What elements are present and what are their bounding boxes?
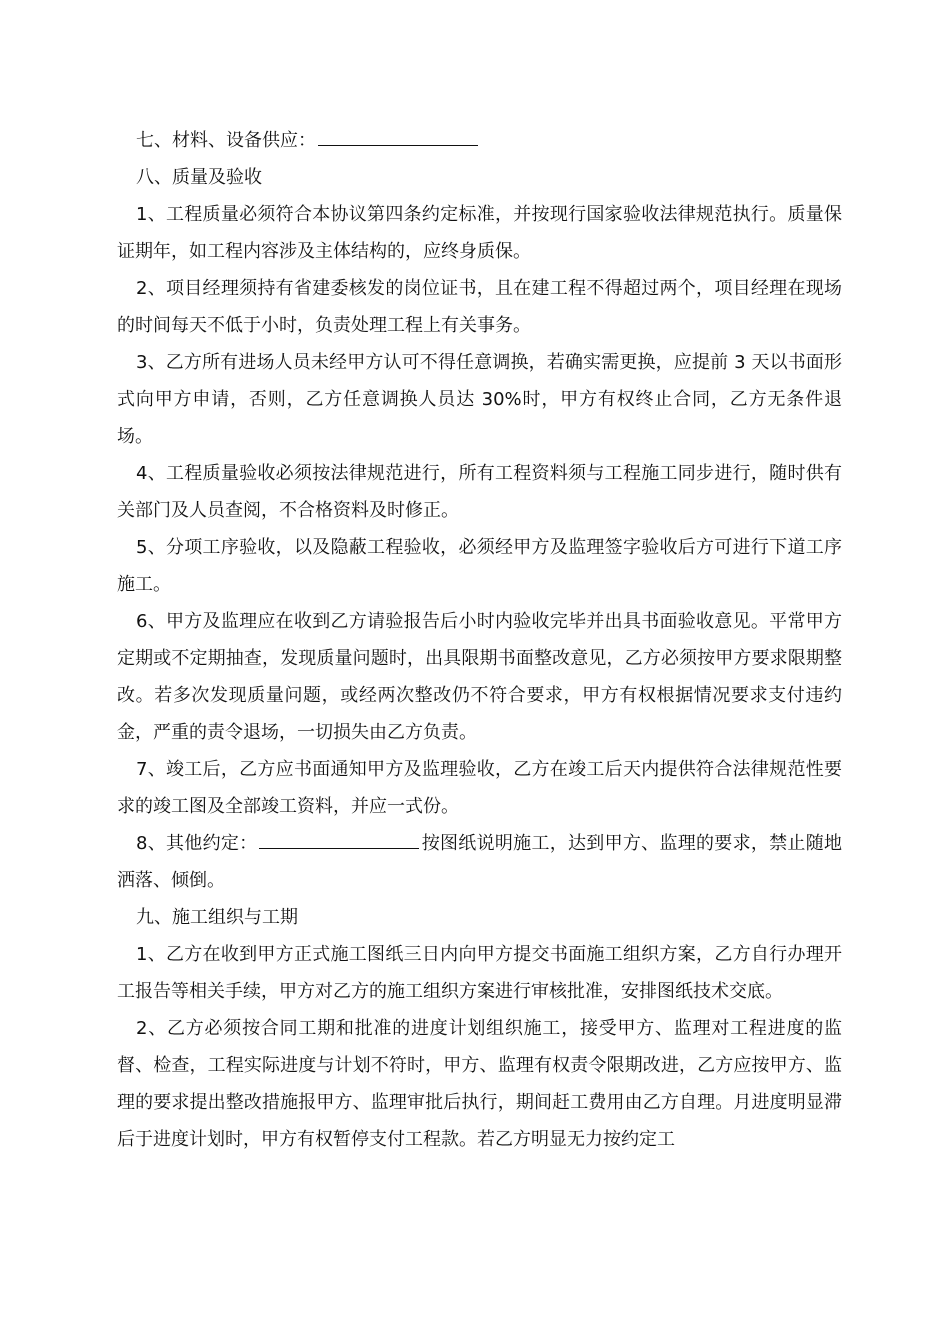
section-8-item-6: 6、甲方及监理应在收到乙方请验报告后小时内验收完毕并出具书面验收意见。平常甲方定期或不定期抽查，发现质量问题时，出具限期书面整改意见，乙方必须按甲方要求限期整改。若多次发现质量问题，或经两次整改仍不符合要求，甲方有权根据情况要求支付违约金，严重的责令退场，一切损失由乙方负责。: [117, 611, 842, 743]
section-8-item-5: 5、分项工序验收，以及隐蔽工程验收，必须经甲方及监理签字验收后方可进行下道工序施工。: [117, 537, 842, 595]
section-9-heading: 九、施工组织与工期: [136, 907, 298, 928]
section-8-item-1: 1、工程质量必须符合本协议第四条约定标准，并按现行国家验收法律规范执行。质量保证期年，如工程内容涉及主体结构的，应终身质保。: [117, 204, 842, 262]
section-7-line: [117, 122, 842, 159]
section-9-item-2: 2、乙方必须按合同工期和批准的进度计划组织施工，接受甲方、监理对工程进度的监督、检查，工程实际进度与计划不符时，甲方、监理有权责令限期改进，乙方应按甲方、监理的要求提出整改措施报甲方、监理审批后执行，期间赶工费用由乙方自理。月进度明显滞后于进度计划时，甲方有权暂停支付工程款。若乙方明显无力按约定工: [117, 1018, 842, 1150]
section-8-item-7: 7、竣工后，乙方应书面通知甲方及监理验收，乙方在竣工后天内提供符合法律规范性要求的竣工图及全部竣工资料，并应一式份。: [117, 759, 842, 817]
section-8-item-2: 2、项目经理须持有省建委核发的岗位证书，且在建工程不得超过两个，项目经理在现场的时间每天不低于小时，负责处理工程上有关事务。: [117, 278, 842, 336]
section-7-label: 七、材料、设备供应：: [136, 130, 316, 151]
item-8-suffix: 按图纸说明施工，达到甲方、监理的要求，禁止随地洒落、倾倒。: [117, 833, 843, 891]
section-8-item-4: 4、工程质量验收必须按法律规范进行，所有工程资料须与工程施工同步进行，随时供有关部门及人员查阅，不合格资料及时修正。: [117, 463, 842, 521]
other-agreement-blank: [259, 830, 419, 849]
section-9-item-1: 1、乙方在收到甲方正式施工图纸三日内向甲方提交书面施工组织方案，乙方自行办理开工报告等相关手续，甲方对乙方的施工组织方案进行审核批准，安排图纸技术交底。: [117, 944, 842, 1002]
item-8-prefix: 8、其他约定：: [136, 833, 258, 854]
section-8-heading: 八、质量及验收: [136, 167, 262, 188]
section-8-item-3: 3、乙方所有进场人员未经甲方认可不得任意调换，若确实需更换，应提前 3 天以书面形式向甲方申请，否则，乙方任意调换人员达 30%时，甲方有权终止合同，乙方无条件退场。: [117, 352, 842, 447]
materials-supply-blank: [318, 127, 478, 146]
document-body: [117, 122, 842, 1158]
section-8-item-8: [117, 825, 842, 899]
